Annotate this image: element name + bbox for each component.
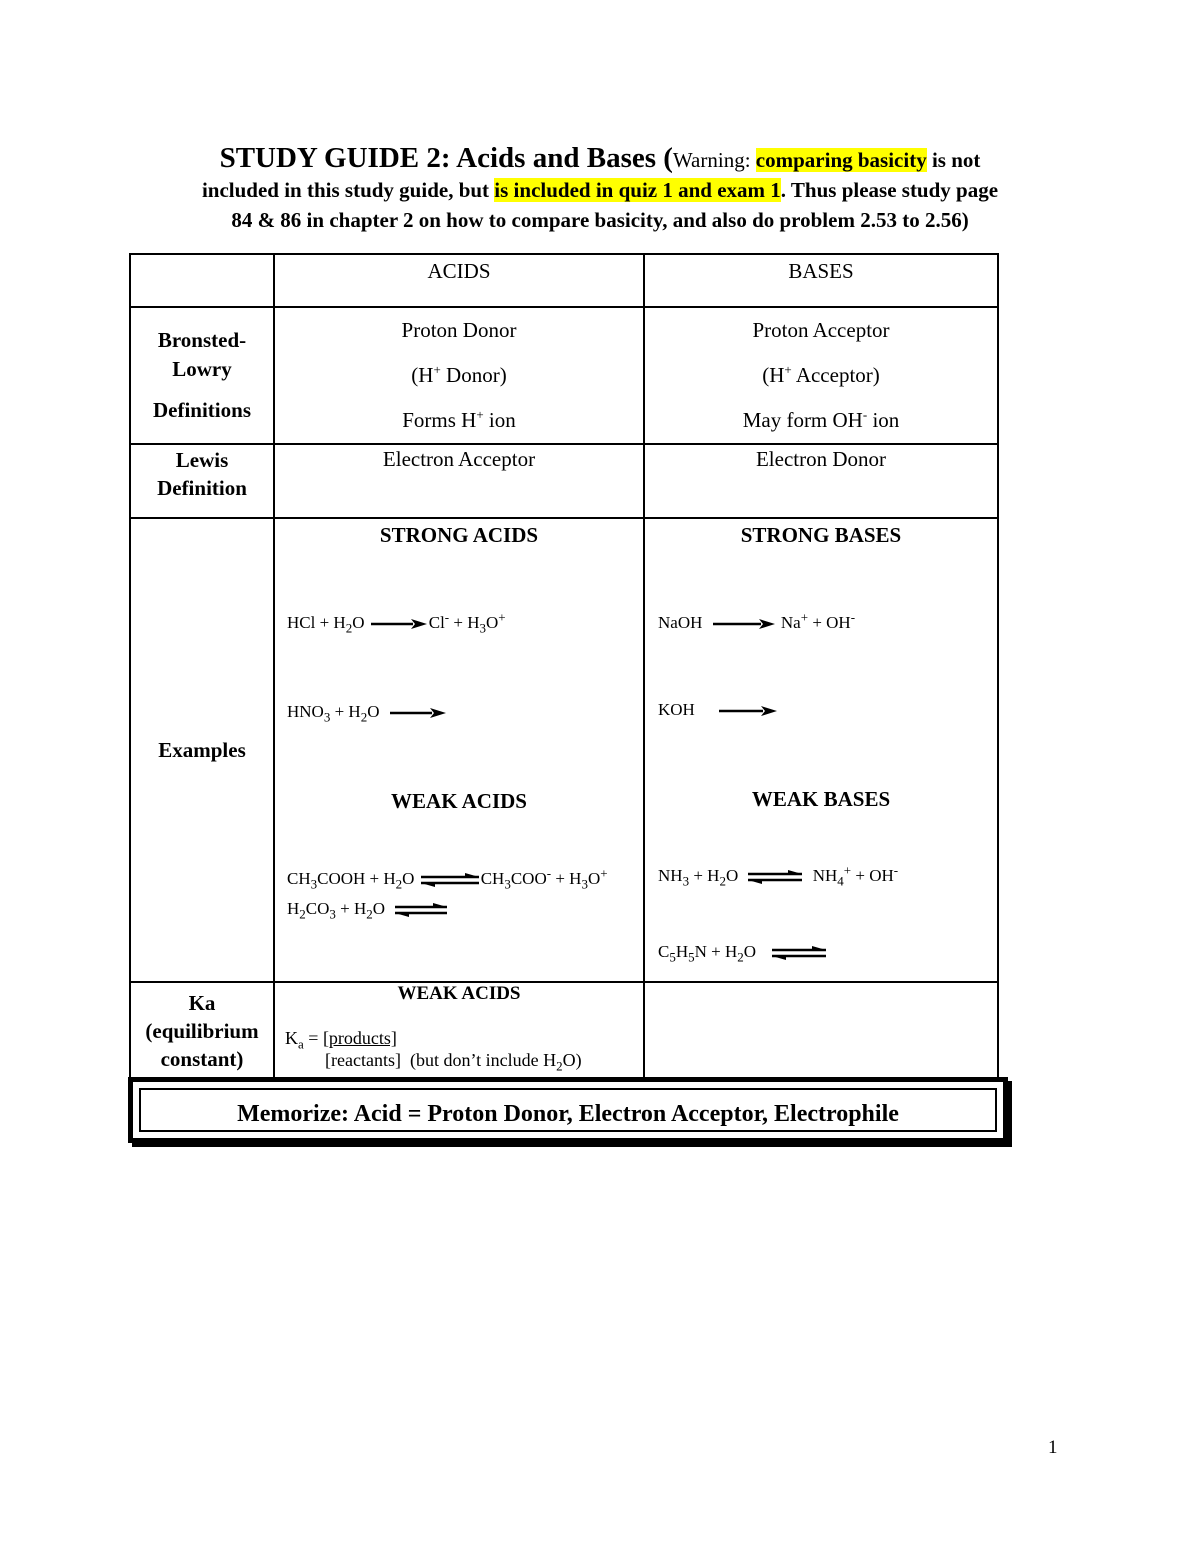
eq-text: COOH + H — [317, 869, 396, 888]
eq-text: + OH — [808, 613, 851, 632]
title-main: STUDY GUIDE 2: Acids and Bases ( — [219, 142, 673, 174]
ka-note-sub: 2 — [556, 1058, 563, 1074]
strong-bases-label: STRONG BASES — [740, 523, 902, 547]
strong-acids-label: STRONG ACIDS — [379, 523, 539, 547]
eq-sub: 5 — [688, 949, 695, 965]
hcl-equation — [287, 609, 506, 636]
eq-sup: + — [800, 609, 809, 625]
bl-acid-cell — [274, 307, 644, 444]
eq-text: HCl + H — [287, 613, 346, 632]
weak-acids-label: WEAK ACIDS — [391, 789, 527, 813]
eq-sup: + — [498, 609, 506, 625]
title-line2-a: included in this study guide, but — [201, 178, 495, 202]
eq-text: COO — [510, 869, 547, 888]
bl-acid-1: Proton Donor — [401, 318, 517, 342]
h2co3-equation — [287, 899, 451, 922]
eq-text: O — [372, 899, 386, 918]
ka-head-3: constant) — [160, 1046, 244, 1071]
document-title — [120, 143, 1080, 235]
title-warning: Warning: — [672, 148, 751, 172]
eq-sub: 5 — [669, 949, 676, 965]
ka-note-end: O) — [562, 1050, 582, 1070]
right-arrow-icon — [384, 707, 448, 719]
eq-text: O — [725, 866, 739, 885]
bl-head-3: Definitions — [152, 398, 251, 422]
eq-sub: 3 — [504, 876, 511, 892]
bl-base-2-sup: + — [784, 362, 792, 377]
bl-base-2-pre: (H — [762, 363, 785, 387]
lewis-head-1: Lewis — [175, 448, 229, 472]
bl-acid-3 — [275, 398, 643, 443]
bl-acid-2-sup: + — [433, 362, 441, 377]
right-arrow-icon — [707, 618, 777, 630]
ka-note: (but don’t include H — [409, 1050, 557, 1070]
ch3cooh-equation — [287, 865, 608, 892]
ka-eq: = — [303, 1028, 323, 1048]
eq-text: O — [352, 613, 365, 632]
equilibrium-arrow-icon — [742, 870, 808, 884]
bl-base-3-sup: - — [862, 407, 868, 422]
bl-base-3-pre: May form OH — [742, 408, 863, 432]
lewis-head-2: Definition — [157, 476, 247, 500]
eq-sup: - — [850, 609, 856, 625]
eq-text: + OH — [851, 866, 894, 885]
bl-base-3 — [645, 398, 997, 443]
eq-text: CH — [287, 869, 311, 888]
highlight-quiz-exam: is included in quiz 1 and exam 1 — [494, 178, 781, 202]
eq-sub: 2 — [395, 876, 403, 892]
page-number: 1 — [1048, 1437, 1058, 1458]
eq-text: Cl — [428, 613, 445, 632]
ka-weak-acids-label: WEAK ACIDS — [397, 983, 521, 1004]
eq-text: + H — [335, 899, 367, 918]
table-header-row — [130, 254, 998, 307]
koh-equation — [658, 700, 781, 720]
eq-sup: + — [600, 865, 608, 881]
eq-text: CH — [480, 869, 505, 888]
eq-sub: 4 — [837, 873, 844, 889]
eq-text: NaOH — [658, 613, 703, 632]
lewis-row — [130, 444, 998, 518]
eq-text: O — [367, 702, 380, 721]
eq-text: NH — [658, 866, 683, 885]
bl-head-2: Lowry — [172, 357, 232, 381]
equilibrium-arrow-icon — [760, 946, 830, 960]
lewis-acid: Electron Acceptor — [274, 444, 644, 518]
ka-row — [130, 982, 998, 1079]
eq-sub: 3 — [581, 876, 588, 892]
eq-sub: 2 — [366, 906, 373, 922]
hno3-equation — [287, 702, 448, 725]
highlight-comparing-basicity: comparing basicity — [755, 148, 927, 172]
bl-acid-3-pre: Forms H — [402, 408, 477, 432]
title-after-hl1: is not — [926, 148, 981, 172]
acids-header: ACIDS — [274, 254, 644, 307]
bl-acid-2 — [275, 353, 643, 398]
bl-base-3-post: ion — [867, 408, 900, 432]
eq-sub: 2 — [719, 873, 726, 889]
eq-text: + H — [551, 869, 582, 888]
bl-base-2-post: Acceptor) — [791, 363, 880, 387]
equilibrium-arrow-icon — [389, 903, 451, 917]
eq-sup: - — [893, 862, 899, 878]
acids-bases-table — [129, 253, 999, 1080]
eq-sub: 3 — [310, 876, 318, 892]
eq-sub: 2 — [345, 620, 353, 636]
eq-sup: + — [843, 862, 852, 878]
ka-denominator — [325, 1050, 582, 1074]
acid-examples-cell — [274, 518, 644, 982]
eq-text: O — [587, 869, 601, 888]
ka-head-1: Ka — [188, 990, 216, 1015]
eq-text: O — [743, 942, 757, 961]
ka-sub: a — [298, 1036, 304, 1052]
eq-sub: 3 — [682, 873, 690, 889]
memorize-text: Memorize: Acid = Proton Donor, Electron Acceptor, Electrophile — [139, 1088, 997, 1132]
eq-text: H — [675, 942, 689, 961]
eq-text: O — [402, 869, 415, 888]
eq-sup: - — [546, 865, 552, 881]
right-arrow-icon — [699, 705, 781, 717]
lewis-header — [130, 444, 274, 518]
bronsted-lowry-header — [130, 307, 274, 444]
lewis-base: Electron Donor — [644, 444, 998, 518]
eq-text: KOH — [658, 700, 695, 719]
bl-acid-3-post: ion — [483, 408, 516, 432]
base-examples-cell — [644, 518, 998, 982]
bl-base-1: Proton Acceptor — [752, 318, 890, 342]
eq-sub: 2 — [299, 906, 306, 922]
eq-text: Na — [780, 613, 801, 632]
examples-row — [130, 518, 998, 982]
eq-text: O — [486, 613, 499, 632]
title-line3: 84 & 86 in chapter 2 on how to compare basicity, and also do problem 2.53 to 2.56) — [231, 208, 969, 232]
eq-text: + H — [449, 613, 480, 632]
title-line2-b: . Thus please study page — [780, 178, 999, 202]
bl-base-2 — [645, 353, 997, 398]
bl-acid-3-sup: + — [476, 407, 484, 422]
ka-k: K — [285, 1028, 298, 1048]
ka-header — [130, 982, 274, 1079]
bl-head-1: Bronsted- — [157, 328, 247, 352]
bl-acid-2-post: Donor) — [440, 363, 507, 387]
equilibrium-arrow-icon — [419, 873, 481, 887]
memorize-box — [128, 1077, 1008, 1143]
eq-text: C — [658, 942, 670, 961]
c5h5n-equation — [658, 942, 830, 965]
eq-sub: 3 — [329, 906, 336, 922]
eq-text: N + H — [694, 942, 738, 961]
ka-base-cell — [644, 982, 998, 1079]
eq-sub: 3 — [323, 709, 331, 725]
eq-text: CO — [305, 899, 330, 918]
bases-header: BASES — [644, 254, 998, 307]
ka-acid-cell — [274, 982, 644, 1079]
bl-base-cell — [644, 307, 998, 444]
eq-text: + H — [689, 866, 720, 885]
nh3-equation — [658, 862, 899, 889]
eq-text: NH — [812, 866, 838, 885]
eq-sub: 2 — [360, 709, 368, 725]
examples-header: Examples — [130, 518, 274, 982]
eq-sub: 2 — [737, 949, 744, 965]
ka-formula — [285, 1028, 397, 1052]
eq-text: H — [287, 899, 300, 918]
eq-text: + H — [330, 702, 361, 721]
ka-head-2: (equilibrium — [145, 1018, 259, 1043]
eq-text: HNO — [287, 702, 324, 721]
ka-reactants: [reactants] — [325, 1050, 401, 1070]
right-arrow-icon — [369, 618, 429, 630]
bronsted-lowry-row — [130, 307, 998, 444]
blank-header-cell — [130, 254, 274, 307]
ka-products: [products] — [322, 1028, 397, 1048]
weak-bases-label: WEAK BASES — [751, 787, 891, 811]
eq-sup: - — [444, 609, 450, 625]
bl-acid-2-pre: (H — [411, 363, 434, 387]
naoh-equation — [658, 609, 856, 633]
eq-sub: 3 — [479, 620, 487, 636]
